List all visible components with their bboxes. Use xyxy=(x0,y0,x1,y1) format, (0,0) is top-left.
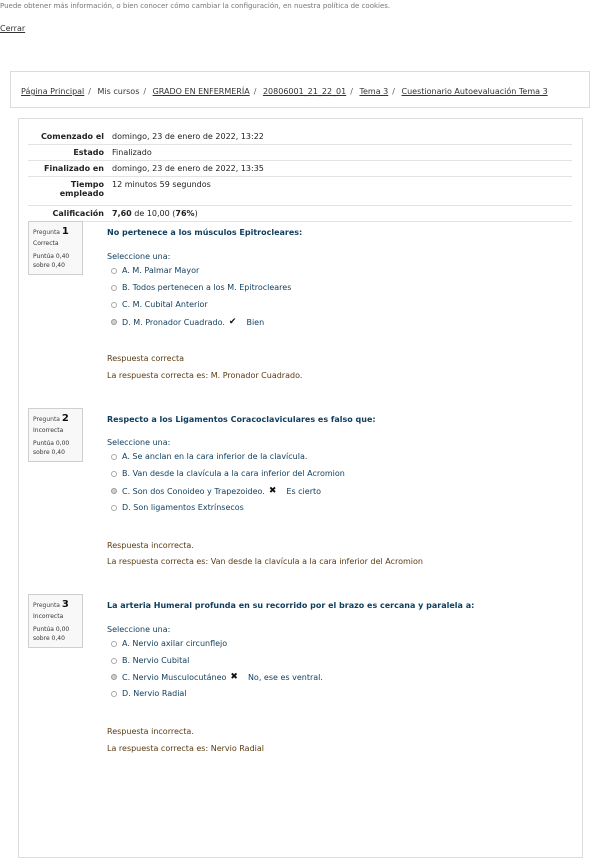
question-info-3 xyxy=(28,594,83,648)
answer-text: D. Son ligamentos Extrínsecos xyxy=(122,503,244,512)
cross-mark-icon: ✖ xyxy=(230,672,238,682)
summary-value: Finalizado xyxy=(110,145,572,161)
question-prompt: Seleccione una: xyxy=(107,438,171,447)
answer-option[interactable] xyxy=(111,503,244,512)
question-grade: Puntúa 0,40 sobre 0,40 xyxy=(33,253,70,269)
question-grade: Puntúa 0,00 sobre 0,40 xyxy=(33,626,70,642)
radio-button-checked[interactable] xyxy=(111,674,117,680)
question-prompt: Seleccione una: xyxy=(107,252,171,261)
question-state: Correcta xyxy=(33,240,59,247)
question-result: Respuesta incorrecta. xyxy=(107,541,194,550)
answer-text: B. Todos pertenecen a los M. Epitrocleares xyxy=(122,283,292,292)
breadcrumb-my-courses: Mis cursos xyxy=(97,87,140,96)
question-info-1 xyxy=(28,221,83,275)
answer-text: A. Se anclan en la cara inferior de la clavícula. xyxy=(122,452,308,461)
radio-button-checked[interactable] xyxy=(111,319,117,325)
summary-label: Comenzado el xyxy=(28,129,110,145)
radio-button[interactable] xyxy=(111,471,117,477)
summary-row-state xyxy=(28,145,572,161)
summary-row-finished xyxy=(28,161,572,177)
answer-option[interactable] xyxy=(111,469,345,478)
answer-text: B. Nervio Cubital xyxy=(122,656,190,665)
cookie-close-link[interactable]: Cerrar xyxy=(0,24,26,33)
question-prompt: Seleccione una: xyxy=(107,625,171,634)
breadcrumb-topic[interactable]: Tema 3 xyxy=(359,87,389,96)
summary-label: Estado xyxy=(28,145,110,161)
answer-text: C. Nervio Musculocutáneo xyxy=(122,672,227,682)
question-label: Pregunta xyxy=(33,602,60,609)
question-result: Respuesta incorrecta. xyxy=(107,727,194,736)
breadcrumb-course-code[interactable]: 20806001_21_22_01 xyxy=(262,87,347,96)
summary-label: Tiempo empleado xyxy=(28,177,110,206)
question-label: Pregunta xyxy=(33,416,60,423)
question-state: Incorrecta xyxy=(33,613,64,620)
question-text: La arteria Humeral profunda en su recorrido por el brazo es cercana y paralela a: xyxy=(107,601,475,610)
summary-label: Calificación xyxy=(28,206,110,222)
correct-answer-text: La respuesta correcta es: Nervio Radial xyxy=(107,744,265,753)
answer-text: D. Nervio Radial xyxy=(122,689,187,698)
answer-text: D. M. Pronador Cuadrado. xyxy=(122,317,225,327)
answer-option[interactable] xyxy=(111,656,189,665)
grade-percent: 76% xyxy=(175,209,195,218)
attempt-summary-table xyxy=(28,129,572,222)
summary-value: 12 minutos 59 segundos xyxy=(110,177,572,206)
question-text: Respecto a los Ligamentos Coracoclaviculares es falso que: xyxy=(107,415,376,424)
answer-option[interactable] xyxy=(111,266,199,275)
answer-text: B. Van desde la clavícula a la cara inferior del Acromion xyxy=(122,469,345,478)
grade-score: 7,60 xyxy=(112,209,132,218)
radio-button[interactable] xyxy=(111,691,117,697)
answer-option-selected[interactable] xyxy=(111,486,321,496)
breadcrumb-quiz[interactable]: Cuestionario Autoevaluación Tema 3 xyxy=(401,87,548,96)
radio-button[interactable] xyxy=(111,505,117,511)
radio-button-checked[interactable] xyxy=(111,488,117,494)
question-number: 1 xyxy=(61,226,69,237)
radio-button[interactable] xyxy=(111,658,117,664)
answer-feedback: Es cierto xyxy=(286,486,322,496)
answer-option-selected[interactable] xyxy=(111,317,264,327)
summary-row-grade xyxy=(28,206,572,222)
breadcrumb-course[interactable]: GRADO EN ENFERMERÍA xyxy=(152,87,250,96)
radio-button[interactable] xyxy=(111,285,117,291)
correct-answer-text: La respuesta correcta es: M. Pronador Cuadrado. xyxy=(107,371,303,380)
question-state: Incorrecta xyxy=(33,427,64,434)
radio-button[interactable] xyxy=(111,641,117,647)
question-text: No pertenece a los músculos Epitrocleares: xyxy=(107,228,303,237)
radio-button[interactable] xyxy=(111,302,117,308)
grade-close: ) xyxy=(194,209,198,218)
radio-button[interactable] xyxy=(111,268,117,274)
question-grade: Puntúa 0,00 sobre 0,40 xyxy=(33,440,70,456)
answer-option-selected[interactable] xyxy=(111,672,323,682)
answer-feedback: Bien xyxy=(246,317,265,327)
summary-value xyxy=(110,206,572,222)
cookie-notice xyxy=(0,2,600,22)
answer-option[interactable] xyxy=(111,639,227,648)
question-result: Respuesta correcta xyxy=(107,354,185,363)
answer-text: C. M. Cubital Anterior xyxy=(122,300,208,309)
answer-option[interactable] xyxy=(111,452,307,461)
summary-value: domingo, 23 de enero de 2022, 13:22 xyxy=(110,129,572,145)
answer-option[interactable] xyxy=(111,300,208,309)
answer-text: A. M. Palmar Mayor xyxy=(122,266,200,275)
question-info-2 xyxy=(28,408,83,462)
answer-feedback: No, ese es ventral. xyxy=(247,672,323,682)
summary-value: domingo, 23 de enero de 2022, 13:35 xyxy=(110,161,572,177)
summary-label: Finalizado en xyxy=(28,161,110,177)
radio-button[interactable] xyxy=(111,454,117,460)
summary-row-time-taken xyxy=(28,177,572,206)
question-label: Pregunta xyxy=(33,229,60,236)
answer-text: A. Nervio axilar circunflejo xyxy=(122,639,228,648)
breadcrumb-container xyxy=(10,71,590,108)
summary-row-started xyxy=(28,129,572,145)
answer-option[interactable] xyxy=(111,689,187,698)
answer-option[interactable] xyxy=(111,283,291,292)
question-number: 3 xyxy=(61,599,69,610)
check-mark-icon: ✔ xyxy=(228,317,237,327)
answer-text: C. Son dos Conoideo y Trapezoideo. xyxy=(122,486,265,496)
correct-answer-text: La respuesta correcta es: Van desde la clavícula a la cara inferior del Acromion xyxy=(107,557,423,566)
grade-total: de 10,00 ( xyxy=(131,209,176,218)
breadcrumb: Página Principal / Mis cursos / GRADO EN ENFERMERÍA / 20806001_21_22_01 / Tema 3 / Cuestionario Autoevaluación Tema 3 xyxy=(21,87,548,96)
question-number: 2 xyxy=(61,413,69,424)
cookie-notice-text: Puede obtener más información, o bien conocer cómo cambiar la configuración, en nuestra política de cookies. xyxy=(0,2,391,10)
breadcrumb-home[interactable]: Página Principal xyxy=(21,87,85,96)
cross-mark-icon: ✖ xyxy=(268,486,277,496)
